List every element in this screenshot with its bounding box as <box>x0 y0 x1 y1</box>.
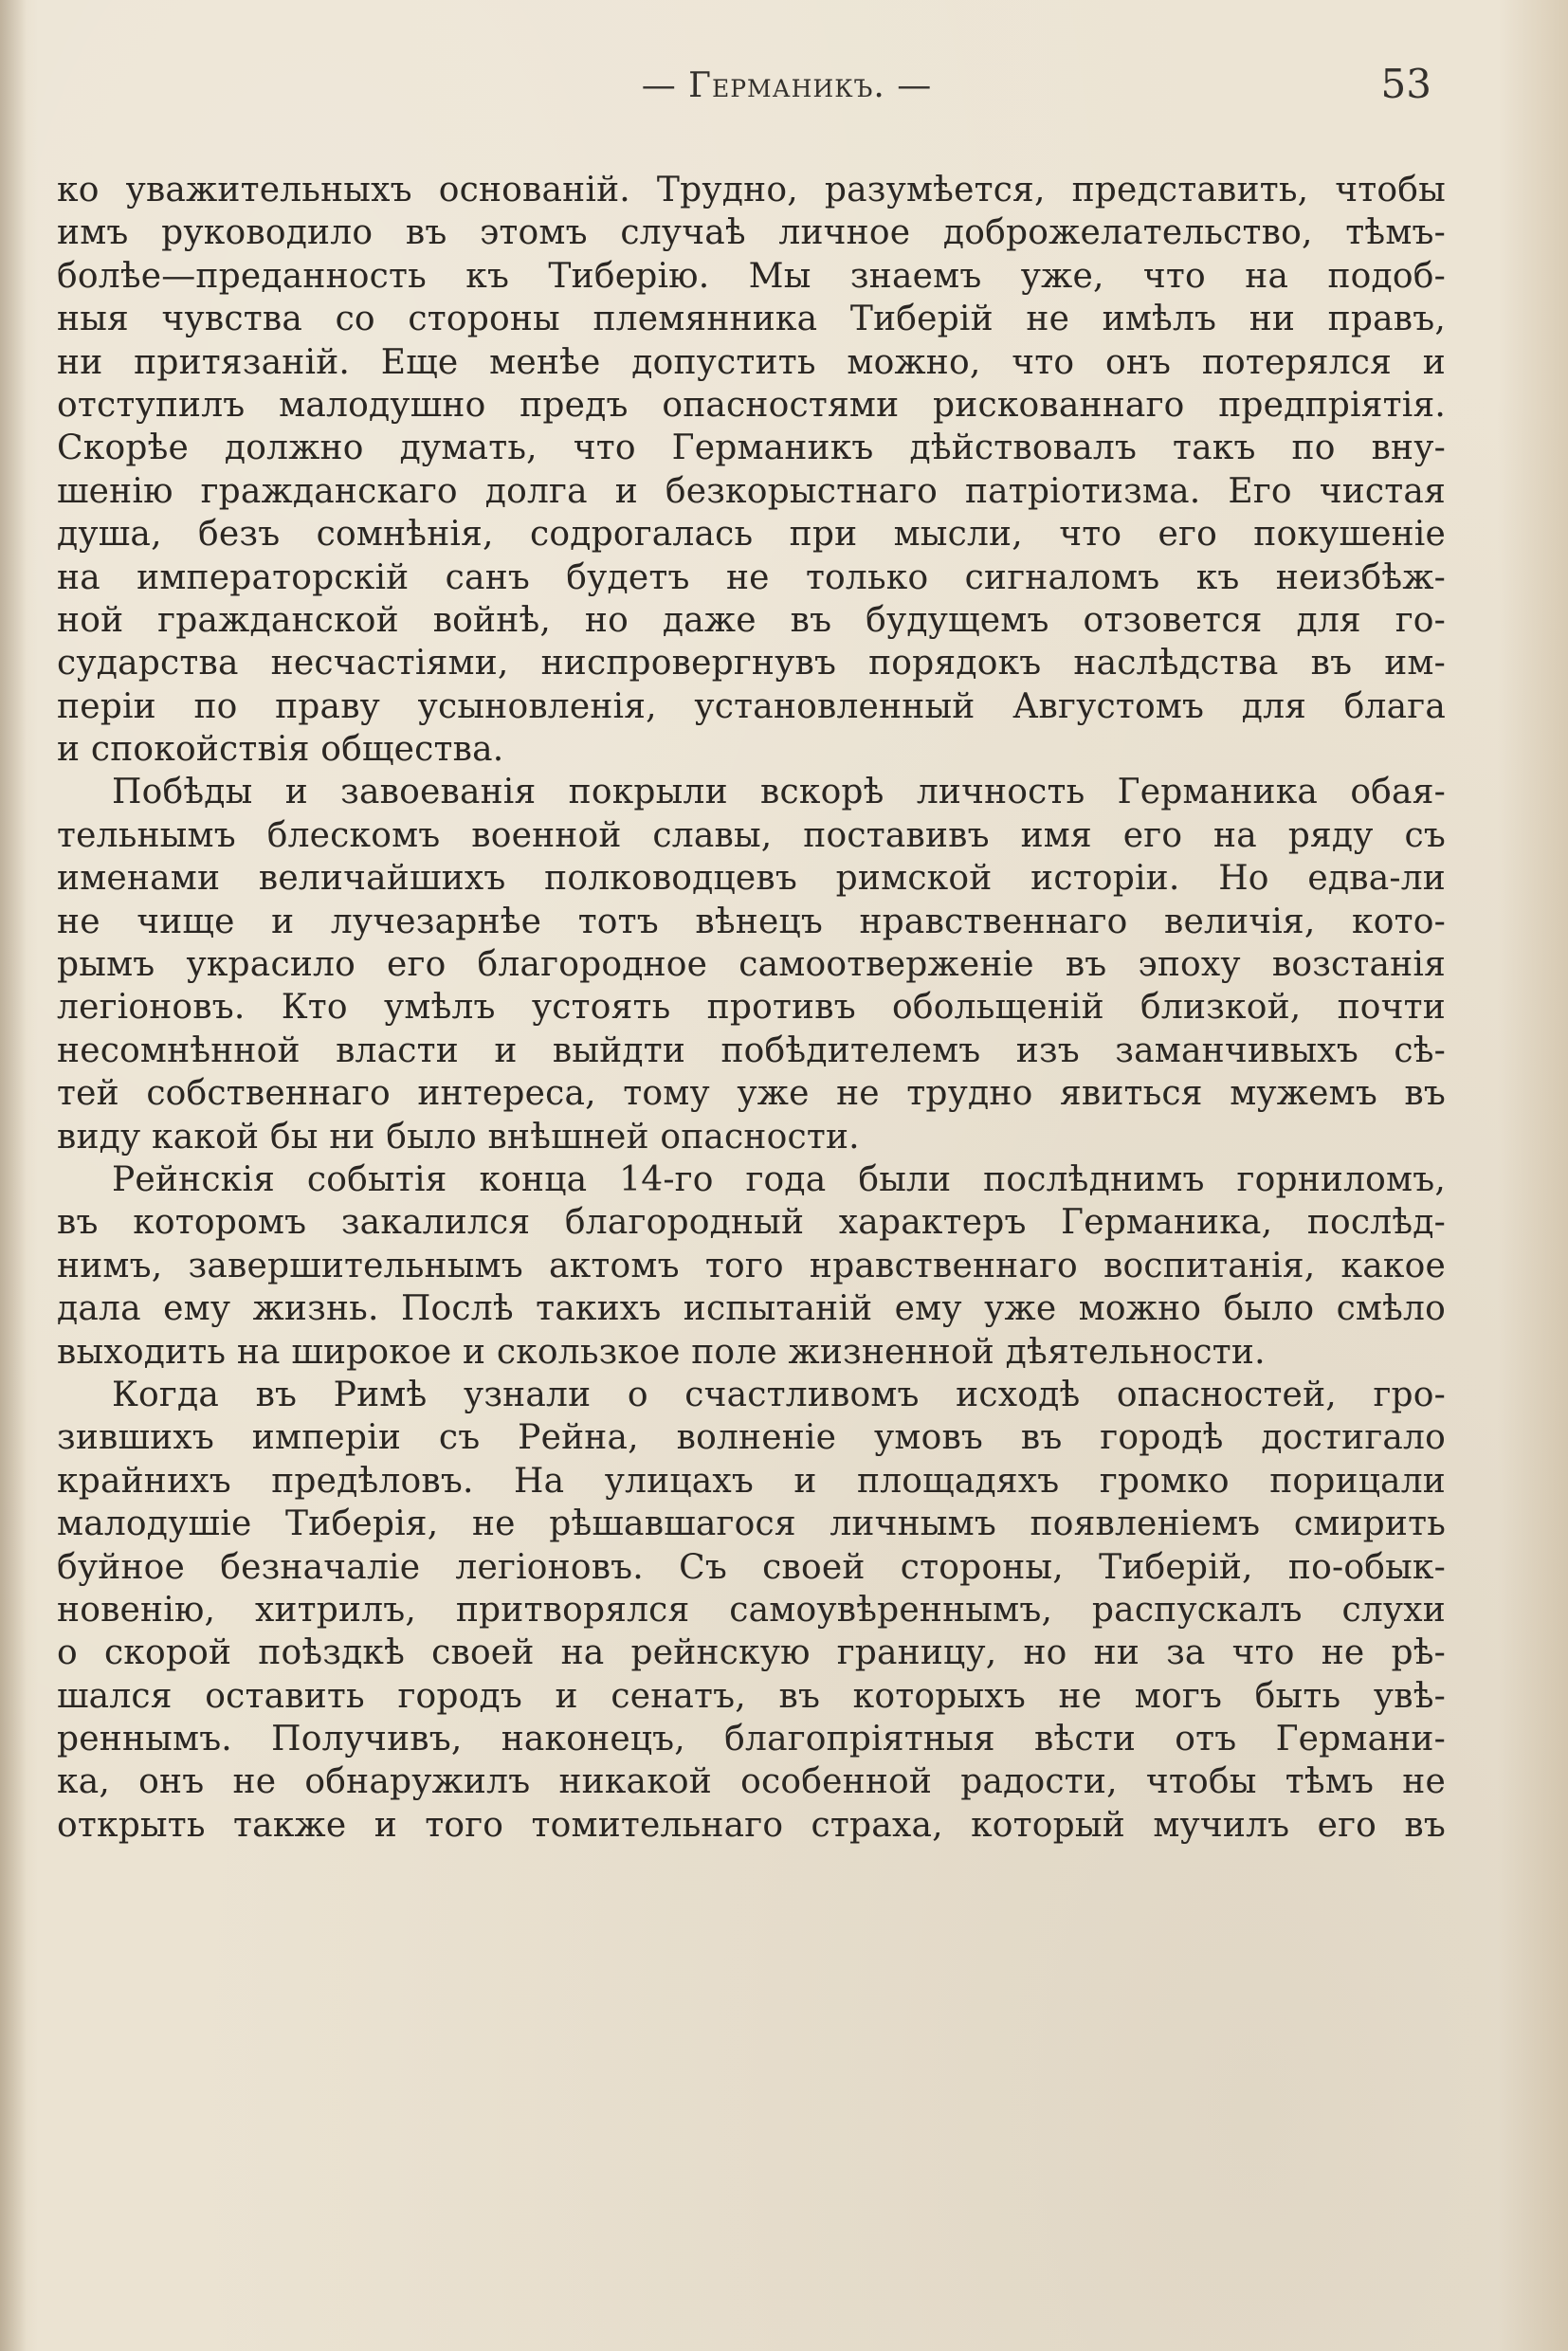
text-line: легіоновъ. Кто умѣлъ устоять противъ обольщеній близкой, почти <box>57 988 1446 1028</box>
text-line: крайнихъ предѣловъ. На улицахъ и площадяхъ громко порицали <box>57 1461 1446 1501</box>
text-line: сударства несчастіями, ниспровергнувъ порядокъ наслѣдства въ им- <box>57 644 1446 683</box>
text-line: отступилъ малодушно предъ опасностями рискованнаго предпріятія. <box>57 385 1446 425</box>
text-line: виду какой бы ни было внѣшней опасности. <box>57 1117 860 1157</box>
text-line: ка, онъ не обнаружилъ никакой особенной радости, чтобы тѣмъ не <box>57 1762 1446 1802</box>
text-line: новенію, хитрилъ, притворялся самоувѣреннымъ, распускалъ слухи <box>57 1590 1446 1630</box>
text-line: буйное безначаліе легіоновъ. Съ своей стороны, Тиберій, по-обык- <box>57 1547 1446 1587</box>
text-line: ной гражданской войнѣ, но даже въ будущемъ отзовется для го- <box>57 600 1446 640</box>
body-text <box>57 169 1446 1847</box>
text-line: шался оставить городъ и сенатъ, въ которыхъ не могъ быть увѣ- <box>57 1676 1446 1716</box>
text-line: малодушіе Тиберія, не рѣшавшагося личнымъ появленіемъ смирить <box>57 1504 1446 1544</box>
page-header <box>57 61 1517 123</box>
running-head: — Германикъ. — <box>641 66 933 105</box>
text-line: дала ему жизнь. Послѣ такихъ испытаній ему уже можно было смѣло <box>57 1289 1446 1329</box>
page-spine-shadow <box>0 0 27 2351</box>
text-line: тей собственнаго интереса, тому уже не трудно явиться мужемъ въ <box>57 1074 1446 1114</box>
text-line: и спокойствія общества. <box>57 730 504 770</box>
text-line: не чище и лучезарнѣе тотъ вѣнецъ нравственнаго величія, кото- <box>57 902 1446 941</box>
text-line: реннымъ. Получивъ, наконецъ, благопріятныя вѣсти отъ Германи- <box>57 1720 1446 1759</box>
text-line: Побѣды и завоеванія покрыли вскорѣ личность Германика обая- <box>112 773 1446 812</box>
text-line: о скорой поѣздкѣ своей на рейнскую границу, но ни за что не рѣ- <box>57 1633 1446 1673</box>
text-line: шенію гражданскаго долга и безкорыстнаго патріотизма. Его чистая <box>57 471 1446 511</box>
text-line: Скорѣе должно думать, что Германикъ дѣйствовалъ такъ по вну- <box>57 428 1446 468</box>
text-line: ко уважительныхъ основаній. Трудно, разумѣется, представить, чтобы <box>57 171 1446 210</box>
text-line: душа, безъ сомнѣнія, содрогалась при мысли, что его покушеніе <box>57 515 1446 555</box>
text-line: Когда въ Римѣ узнали о счастливомъ исходѣ опасностей, гро- <box>112 1375 1446 1414</box>
text-line: въ которомъ закалился благородный характеръ Германика, послѣд- <box>57 1203 1446 1243</box>
text-line: на императорскій санъ будетъ не только сигналомъ къ неизбѣж- <box>57 557 1446 597</box>
text-line: именами величайшихъ полководцевъ римской исторіи. Но едва-ли <box>57 859 1446 899</box>
page-number: 53 <box>1380 61 1431 107</box>
text-line: зившихъ имперіи съ Рейна, волненіе умовъ въ городѣ достигало <box>57 1418 1446 1458</box>
text-line: нимъ, завершительнымъ актомъ того нравственнаго воспитанія, какое <box>57 1246 1446 1285</box>
text-line: ни притязаній. Еще менѣе допустить можно, что онъ потерялся и <box>57 342 1446 382</box>
text-line: тельнымъ блескомъ военной славы, поставивъ имя его на ряду съ <box>57 815 1446 855</box>
text-line: ныя чувства со стороны племянника Тиберій не имѣлъ ни правъ, <box>57 300 1446 339</box>
text-line: Рейнскія событія конца 14-го года были послѣднимъ горниломъ, <box>112 1159 1446 1199</box>
text-line: несомнѣнной власти и выйдти побѣдителемъ изъ заманчивыхъ сѣ- <box>57 1030 1446 1070</box>
text-line: открыть также и того томительнаго страха, который мучилъ его въ <box>57 1805 1446 1845</box>
text-line: выходить на широкое и скользкое поле жизненной дѣятельности. <box>57 1332 1266 1372</box>
text-line: болѣе—преданность къ Тиберію. Мы знаемъ уже, что на подоб- <box>57 256 1446 296</box>
text-line: періи по праву усыновленія, установленный Августомъ для блага <box>57 686 1446 726</box>
text-line: рымъ украсило его благородное самоотверженіе въ эпоху возстанія <box>57 945 1446 985</box>
text-line: имъ руководило въ этомъ случаѣ личное доброжелательство, тѣмъ- <box>57 213 1446 253</box>
